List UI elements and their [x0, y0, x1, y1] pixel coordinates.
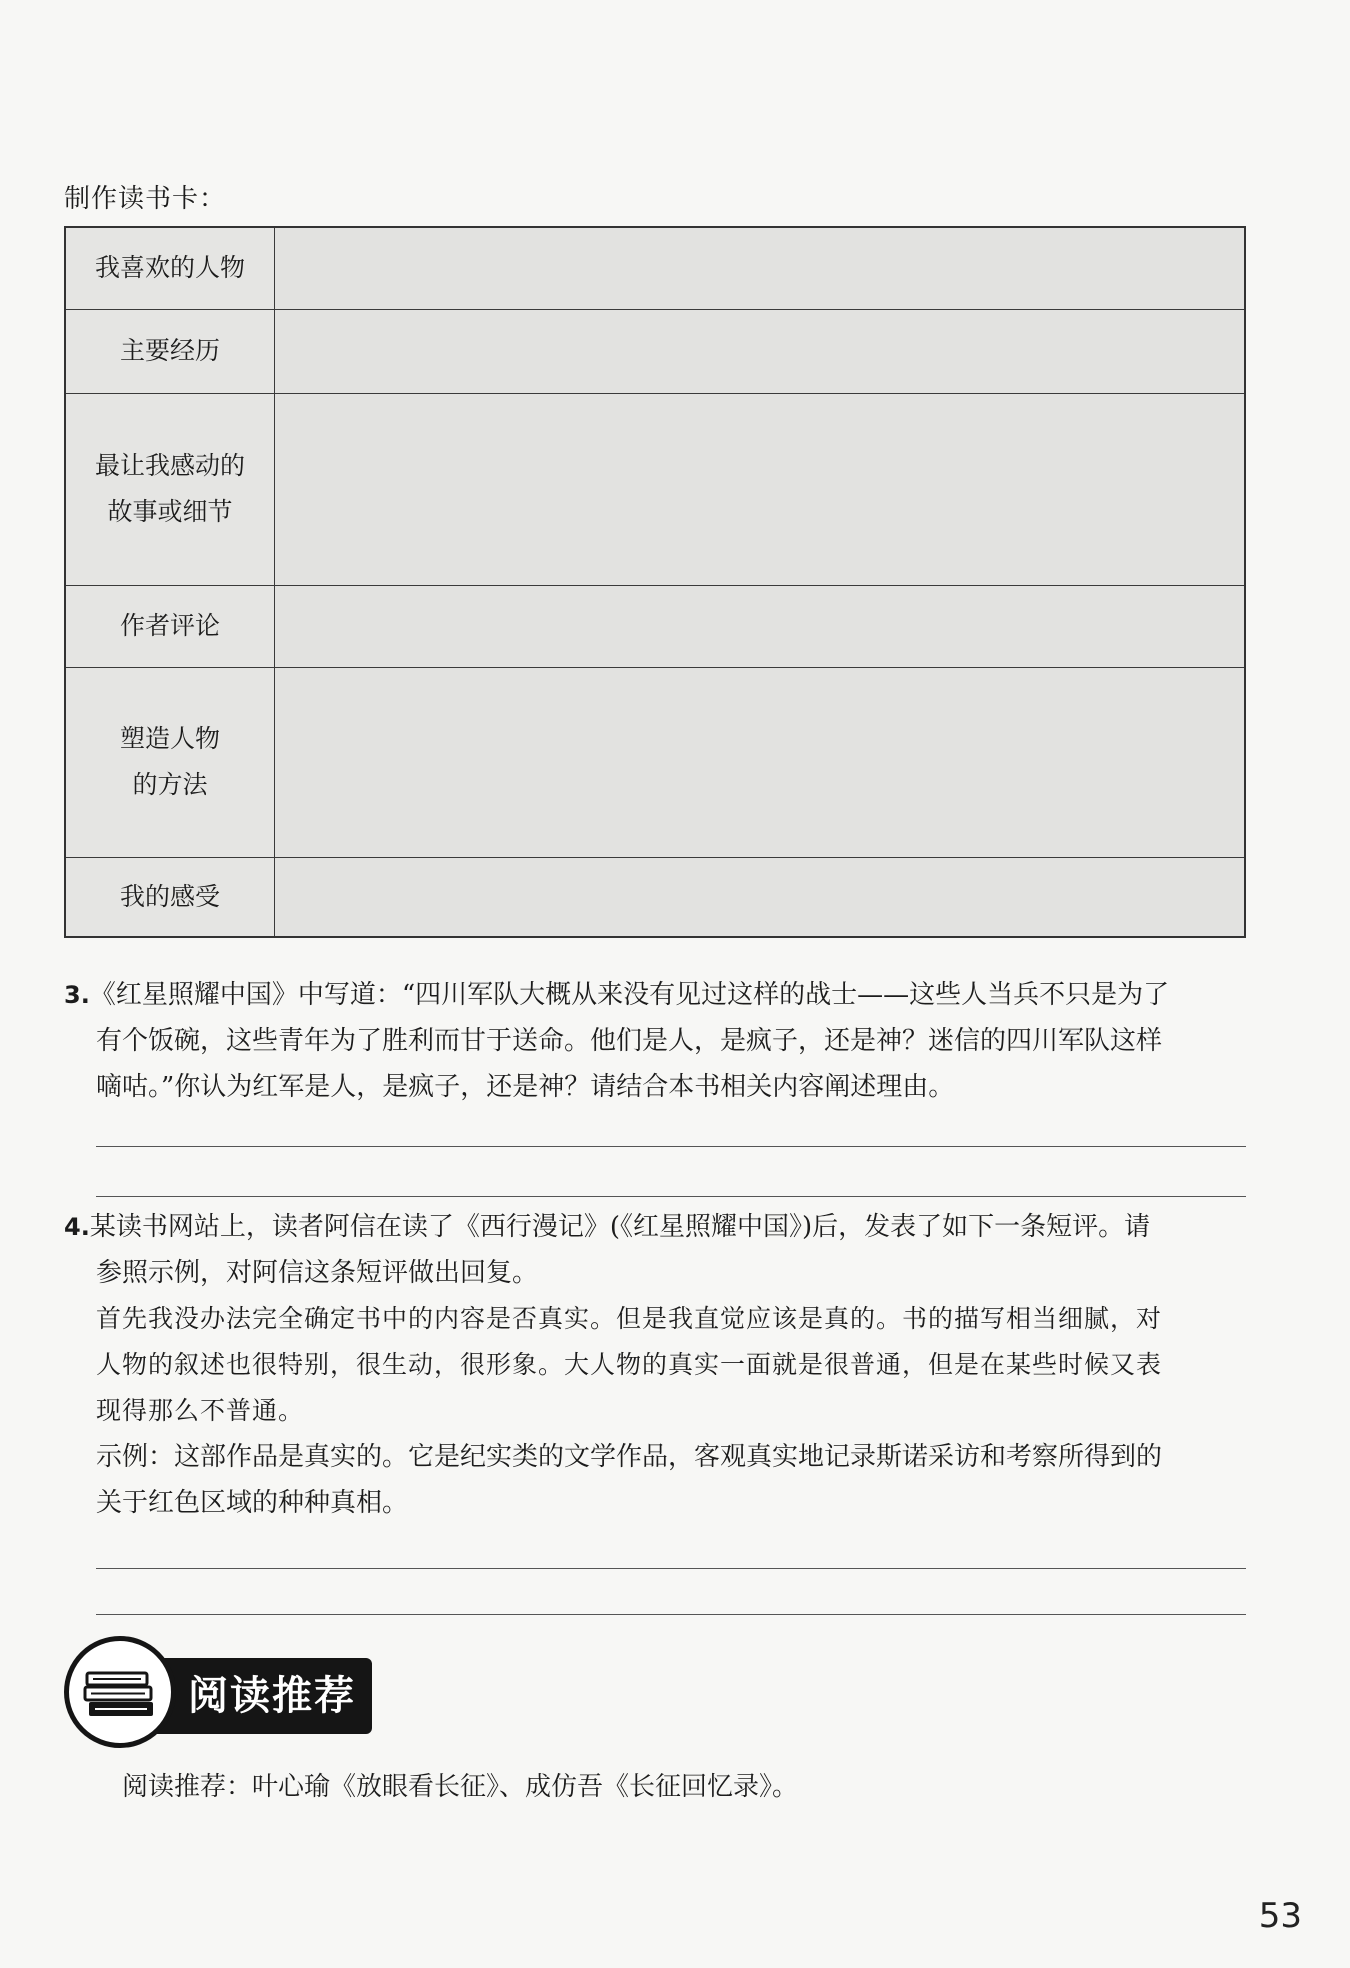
- question-text-line: 《红星照耀中国》中写道：“四川军队大概从来没有见过这样的战士——这些人当兵不只是为了: [89, 980, 1170, 1010]
- review-text-line: 人物的叙述也很特别，很生动，很形象。大人物的真实一面就是很普通，但是在某些时候又表: [96, 1350, 1163, 1379]
- row-label-author-comment: [65, 585, 275, 667]
- table-row: [65, 393, 1245, 585]
- books-icon: [83, 1669, 157, 1721]
- example-text-line: 示例：这部作品是真实的。它是纪实类的文学作品，客观真实地记录斯诺采访和考察所得到的: [96, 1442, 1163, 1472]
- row-label-main-experience: [65, 309, 275, 393]
- reading-card-table: [64, 226, 1246, 938]
- answer-cell-characterization-method[interactable]: [275, 667, 1246, 857]
- answer-cell-main-experience[interactable]: [275, 309, 1246, 393]
- table-row: [65, 857, 1245, 937]
- question-3: [64, 972, 1254, 1110]
- label-line: 最让我感动的: [94, 451, 245, 480]
- question-text-line: 参照示例，对阿信这条短评做出回复。: [96, 1258, 539, 1288]
- answer-cell-moving-story[interactable]: [275, 393, 1246, 585]
- answer-cell-favorite-character[interactable]: [275, 227, 1246, 309]
- question-number: 3.: [64, 981, 90, 1009]
- answer-line[interactable]: [96, 1196, 1246, 1197]
- badge-circle: [64, 1636, 176, 1748]
- reading-recommendation-badge: [64, 1636, 376, 1756]
- question-text-line: 某读书网站上，读者阿信在读了《西行漫记》(《红星照耀中国》)后，发表了如下一条短评。请: [89, 1212, 1151, 1242]
- label-line: 的方法: [132, 770, 208, 799]
- label-line: 作者评论: [119, 611, 220, 640]
- row-label-moving-story: [65, 393, 275, 585]
- question-text-line: 嘀咕。”你认为红军是人，是疯子，还是神？请结合本书相关内容阐述理由。: [96, 1072, 955, 1102]
- answer-cell-author-comment[interactable]: [275, 585, 1246, 667]
- row-label-my-feelings: [65, 857, 275, 937]
- answer-line[interactable]: [96, 1614, 1246, 1615]
- table-row: [65, 227, 1245, 309]
- page-number: 53: [1258, 1896, 1302, 1936]
- example-text-line: 关于红色区域的种种真相。: [96, 1488, 409, 1518]
- label-line: 主要经历: [119, 336, 220, 365]
- row-label-characterization-method: [65, 667, 275, 857]
- question-number: 4.: [64, 1213, 90, 1241]
- table-row: [65, 309, 1245, 393]
- recommendation-text: 阅读推荐：叶心瑜《放眼看长征》、成仿吾《长征回忆录》。: [122, 1772, 799, 1802]
- review-text-line: 现得那么不普通。: [96, 1396, 305, 1425]
- badge-title: 阅读推荐: [188, 1673, 356, 1719]
- question-text-line: 有个饭碗，这些青年为了胜利而甘于送命。他们是人，是疯子，还是神？迷信的四川军队这样: [96, 1026, 1163, 1056]
- answer-line[interactable]: [96, 1568, 1246, 1569]
- row-label-favorite-character: [65, 227, 275, 309]
- review-text-line: 首先我没办法完全确定书中的内容是否真实。但是我直觉应该是真的。书的描写相当细腻，对: [96, 1304, 1163, 1333]
- table-row: [65, 667, 1245, 857]
- label-line: 塑造人物: [119, 724, 220, 753]
- label-line: 我的感受: [119, 881, 220, 911]
- table-row: [65, 585, 1245, 667]
- label-line: 我喜欢的人物: [94, 253, 245, 283]
- label-line: 故事或细节: [107, 497, 233, 526]
- question-4: [64, 1204, 1254, 1526]
- card-title: 制作读书卡：: [64, 184, 227, 214]
- answer-line[interactable]: [96, 1146, 1246, 1147]
- answer-cell-my-feelings[interactable]: [275, 857, 1246, 937]
